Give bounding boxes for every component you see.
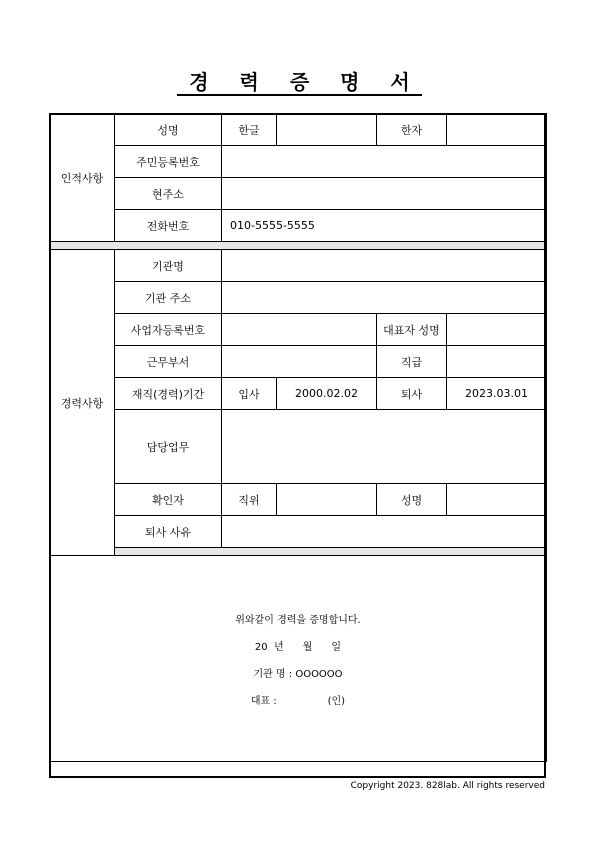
career-certificate-form <box>49 113 547 762</box>
biz-no-field[interactable] <box>222 314 377 346</box>
ceo-field[interactable] <box>447 314 547 346</box>
dept-field[interactable] <box>222 346 377 378</box>
biz-no-label: 사업자등록번호 <box>115 314 222 346</box>
position-field[interactable] <box>447 346 547 378</box>
leave-label: 퇴사 <box>377 378 447 410</box>
hanja-label: 한자 <box>377 114 447 146</box>
section-divider <box>115 548 547 556</box>
section-divider <box>50 242 547 250</box>
duty-field[interactable] <box>222 410 547 484</box>
confirmer-label: 확인자 <box>115 484 222 516</box>
org-address-field[interactable] <box>222 282 547 314</box>
reason-field[interactable] <box>222 516 547 548</box>
position-label: 직급 <box>377 346 447 378</box>
personal-section-label: 인적사항 <box>50 114 115 242</box>
join-date-field[interactable]: 2000.02.02 <box>277 378 377 410</box>
name-label: 성명 <box>115 114 222 146</box>
korean-name-field[interactable] <box>277 114 377 146</box>
rrn-field[interactable] <box>222 146 547 178</box>
org-line: 기관 명 : OOOOOO <box>253 668 343 680</box>
dept-label: 근무부서 <box>115 346 222 378</box>
statement-text: 위와같이 경력을 증명합니다. <box>235 614 361 626</box>
phone-label: 전화번호 <box>115 210 222 242</box>
join-label: 입사 <box>222 378 277 410</box>
confirmer-name-field[interactable] <box>447 484 547 516</box>
period-label: 재직(경력)기간 <box>115 378 222 410</box>
address-field[interactable] <box>222 178 547 210</box>
ceo-label: 대표자 성명 <box>377 314 447 346</box>
confirmer-position-label: 직위 <box>222 484 277 516</box>
date-line: 20 년 월 일 <box>254 641 342 653</box>
rrn-label: 주민등록번호 <box>115 146 222 178</box>
org-address-label: 기관 주소 <box>115 282 222 314</box>
confirmer-name-label: 성명 <box>377 484 447 516</box>
document-title <box>0 70 599 96</box>
hanja-name-field[interactable] <box>447 114 547 146</box>
org-label: 기관명 <box>115 250 222 282</box>
phone-field[interactable]: 010-5555-5555 <box>222 210 547 242</box>
career-section-label: 경력사항 <box>50 250 115 556</box>
rep-line: 대표 : (인) <box>250 695 346 707</box>
address-label: 현주소 <box>115 178 222 210</box>
statement-area <box>50 556 547 762</box>
korean-label: 한글 <box>222 114 277 146</box>
duty-label: 담당업무 <box>115 410 222 484</box>
title-text: 경 력 증 명 서 <box>177 70 421 96</box>
copyright: Copyright 2023. 828lab. All rights reserved <box>350 781 545 791</box>
confirmer-position-field[interactable] <box>277 484 377 516</box>
org-field[interactable] <box>222 250 547 282</box>
reason-label: 퇴사 사유 <box>115 516 222 548</box>
leave-date-field[interactable]: 2023.03.01 <box>447 378 547 410</box>
